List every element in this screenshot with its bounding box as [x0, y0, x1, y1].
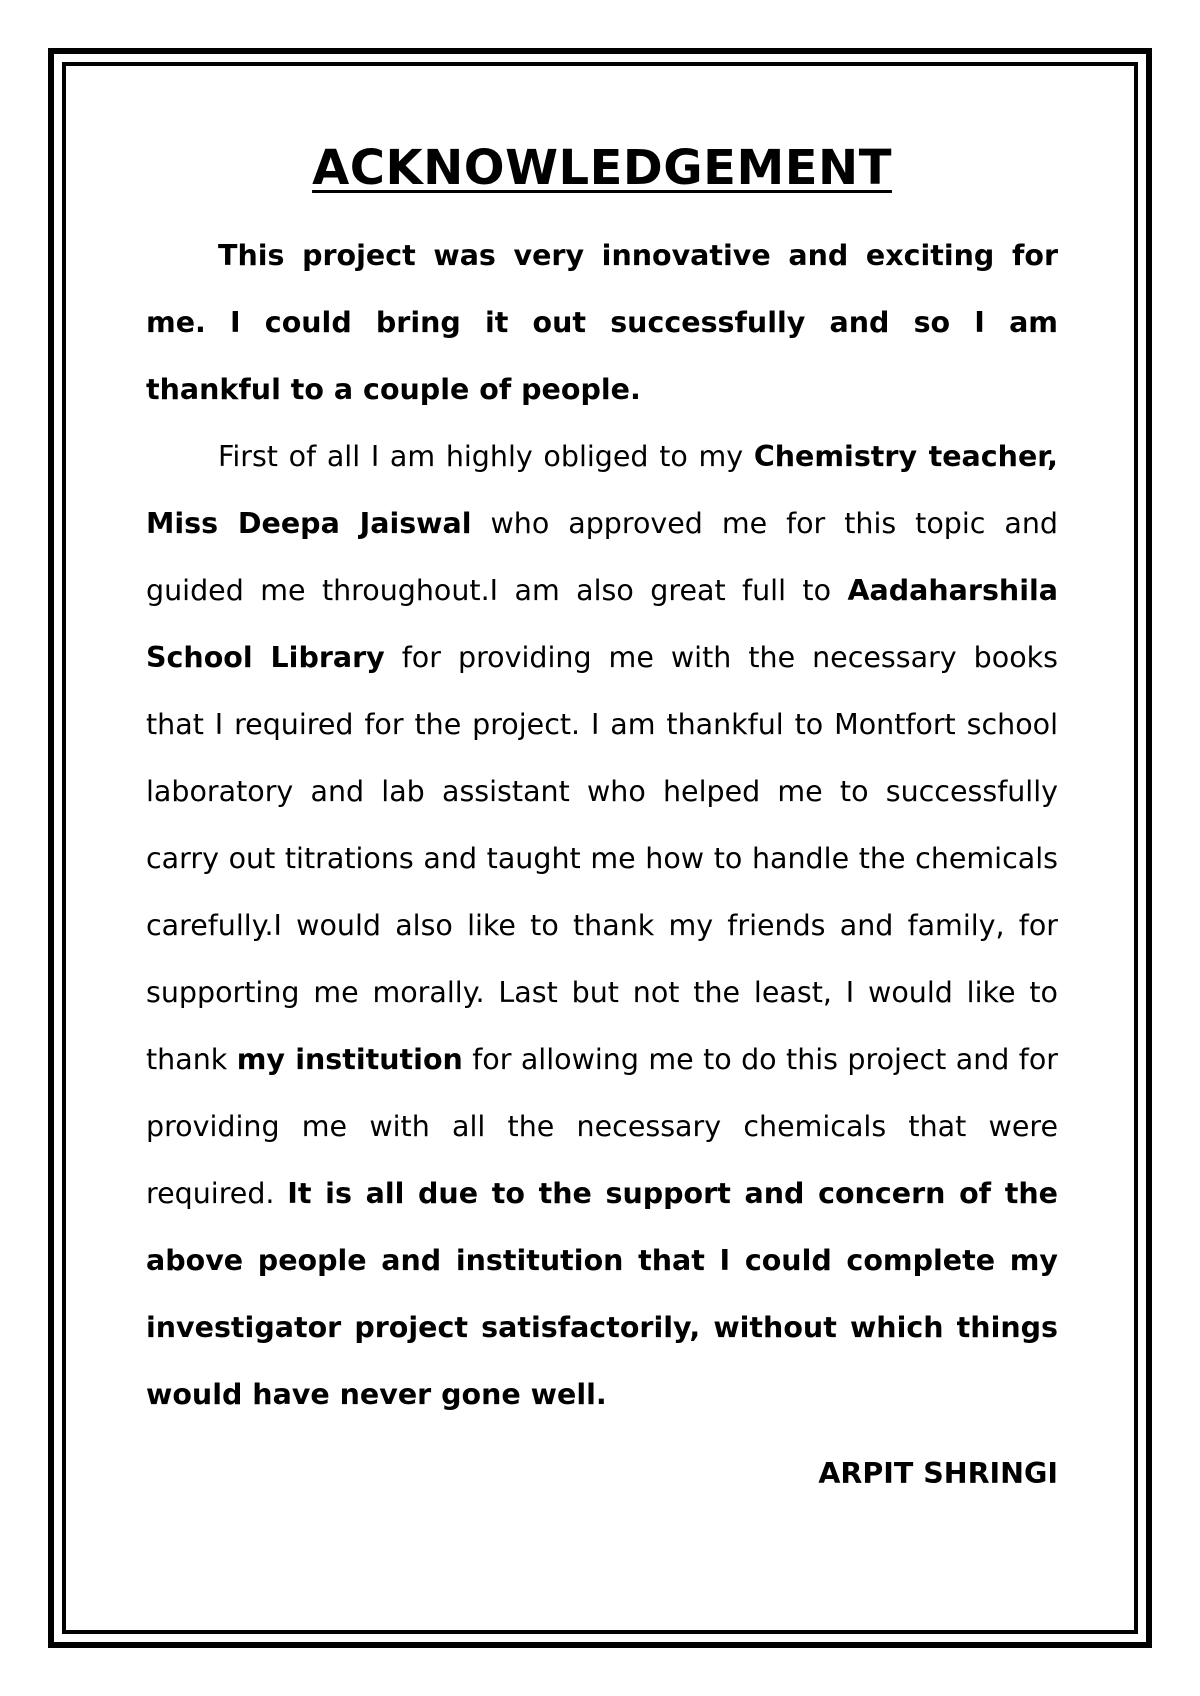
closing-statement: It is all due to the support and concern of the above people and institution that I could complete my investigator project satisfactorily, without which things would have never gone well.	[146, 1176, 1058, 1411]
thanks-text-4: for allowing me to do this project and for providing me with all the necessary chemicals that were required.	[146, 1042, 1058, 1210]
author-signature: ARPIT SHRINGI	[818, 1456, 1058, 1490]
page-title: ACKNOWLEDGEMENT	[312, 140, 892, 196]
thanks-text-3: for providing me with the necessary books that I required for the project. I am thankful to Montfort school laboratory and lab assistant who helped me to successfully carry out titrations and taught me how to handle the chemicals carefully.I would also like to thank my friends and family, for supporting me morally. Last but not the least, I would like to thank	[146, 640, 1058, 1076]
thanks-paragraph	[146, 423, 1058, 1428]
acknowledgement-content	[146, 140, 1058, 1507]
thanks-text-1: First of all I am highly obliged to my	[218, 439, 754, 473]
intro-paragraph: This project was very innovative and exciting for me. I could bring it out successfully and so I am thankful to a couple of people.	[146, 238, 1058, 406]
library-name: Aadaharshila School Library	[146, 573, 1058, 674]
institution-name: my institution	[236, 1042, 463, 1076]
teacher-name: Chemistry teacher, Miss Deepa Jaiswal	[146, 439, 1058, 540]
thanks-text-2: who approved me for this topic and guided me throughout.I am also great full to	[146, 506, 1059, 607]
